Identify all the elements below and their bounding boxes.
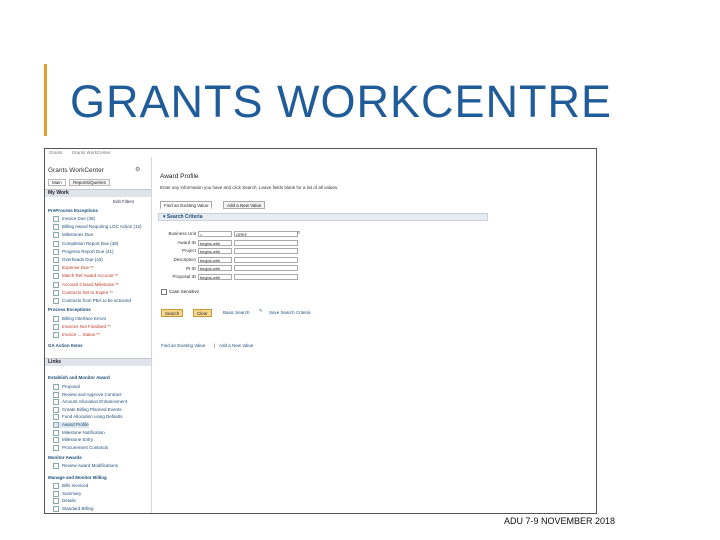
list-item[interactable] [53,498,76,504]
list-item-label: Invoice ... Status ** [62,332,101,338]
my-work-label: My Work [48,190,69,196]
field-label: Award ID [177,239,196,245]
link-separator: | [214,343,216,348]
list-item[interactable] [53,392,122,398]
link-icon [53,265,59,271]
list-item[interactable] [53,399,127,405]
tab-main[interactable]: Main [48,179,66,186]
search-criteria-label: Search Criteria [166,214,203,220]
link-icon [53,290,59,296]
list-item-label: Milestone Entry [62,437,94,443]
search-field-row [158,248,298,255]
search-criteria-header[interactable] [158,213,488,221]
list-item[interactable] [53,384,80,390]
list-item[interactable] [53,316,106,322]
case-sensitive-label: Case Sensitive [169,289,200,295]
list-item-label: Overheads Due (43) [62,257,103,263]
nav-tabs [48,179,112,186]
list-item-label: Proposal [62,384,80,390]
link-icon [53,430,59,436]
list-item[interactable] [53,332,100,338]
slide-title: GRANTS WORKCENTRE [70,76,613,127]
link-icon [53,224,59,230]
link-icon [53,407,59,413]
list-item-label: Review and Approve Contract [62,391,122,397]
nav-title: Grants WorkCenter [48,167,104,174]
field-label: PI ID [185,265,196,271]
breadcrumb-item[interactable]: Grants WorkCenter [71,150,111,155]
list-item-label: Bills Invoiced [62,483,89,489]
app-screenshot [44,148,597,514]
list-item-label: Progress Report Due (41) [62,248,114,254]
search-input[interactable] [234,240,298,246]
collapse-icon: ▾ [163,214,167,220]
list-item-label: Match Ref Award Account ** [62,273,119,279]
report-icon [53,324,59,330]
list-item-label: Summary [62,490,82,496]
list-item-label: Procurement Contracts [62,444,109,450]
establish-award-header[interactable]: Establish and Monitor Award [48,375,110,380]
tab-reports-queries[interactable]: Reports/Queries [69,179,110,186]
list-item[interactable] [53,282,119,288]
field-label: Business Unit [168,231,196,237]
report-icon [53,316,59,322]
search-input[interactable] [234,265,298,271]
list-item-label: Details [62,498,76,504]
search-button[interactable]: Search [161,309,183,317]
list-item[interactable] [53,290,113,296]
link-icon [53,232,59,238]
list-item-label: Contracts from PBA to be actioned [62,298,132,304]
list-item[interactable] [53,324,111,330]
search-field-row [158,274,298,281]
search-field-row [158,230,301,238]
checkbox-icon [161,289,167,295]
search-field-row [158,240,298,247]
link-icon [53,437,59,443]
list-item[interactable] [53,422,89,428]
add-new-link[interactable]: Add a New Value [219,343,254,348]
list-item-label: Expense Due ** [62,265,94,271]
list-item[interactable] [53,414,123,420]
field-label: Project [181,248,196,254]
link-icon [53,498,59,504]
tab-add-new[interactable]: Add a New Value [223,201,265,209]
list-item-label: Award Profile [62,422,89,428]
preprocess-exceptions-header[interactable]: PreProcess Exceptions [48,208,99,213]
operator-select[interactable]: begins with [198,257,232,263]
operator-select[interactable]: begins with [198,240,232,246]
list-item-label: Billing Interface Errors [62,316,107,322]
case-sensitive-checkbox[interactable] [161,289,199,295]
find-existing-link[interactable]: Find an Existing Value [161,343,206,348]
list-item-label: Fund Allocation using Defaults [62,414,123,420]
clear-button[interactable]: Clear [193,309,212,317]
workcenter-nav [45,157,152,513]
link-icon [53,384,59,390]
slide-footer: ADU 7-9 NOVEMBER 2018 [504,516,616,526]
list-item[interactable] [53,483,88,489]
list-item-label: Amount Allocation Enhancement [62,399,128,405]
breadcrumb [49,150,118,155]
list-item-label: Invoices Not Finalised ** [62,324,111,330]
link-icon [53,241,59,247]
operator-select[interactable]: = [198,231,232,237]
my-work-header[interactable] [45,189,151,197]
list-item[interactable] [53,407,122,413]
list-item[interactable] [53,298,131,304]
monitor-awards-header[interactable]: Monitor Awards [48,455,82,460]
gear-icon[interactable]: ⚙ [135,167,141,173]
list-item-label: Review Award Modifications [62,463,118,469]
page-description: Enter any information you have and click Search. Leave fields blank for a list of all values. [160,185,339,190]
link-icon [53,414,59,420]
link-icon [53,463,59,469]
list-item[interactable] [53,265,94,271]
breadcrumb-item[interactable]: Grants [49,150,63,155]
list-item[interactable] [53,224,141,230]
ga-action-items-header[interactable]: GA Action Items [48,343,83,348]
link-icon [53,506,59,512]
list-item[interactable] [53,241,118,247]
list-item-label: Create Billing Planned Events [62,406,122,412]
link-icon [53,282,59,288]
list-item-label: Milestones Due [62,232,94,238]
link-icon [53,422,59,428]
list-item[interactable] [53,491,81,497]
link-icon [53,249,59,255]
list-item[interactable] [53,273,118,279]
lookup-icon[interactable]: ⌕ [297,230,301,236]
links-label: Links [48,359,62,365]
operator-select[interactable]: begins with [198,248,232,254]
field-label: Proposal ID [172,274,196,280]
save-criteria-link[interactable]: Save Search Criteria [269,310,311,315]
list-item[interactable] [53,463,118,469]
save-criteria-icon[interactable]: ✎ [259,308,263,313]
page-title: Award Profile [160,173,199,180]
title-accent-bar [44,64,47,136]
edit-filters-link[interactable]: Edit Filters [113,199,135,204]
link-icon [53,216,59,222]
list-item-label: Billing Award Requiring LOC Action (12) [62,224,142,230]
list-item-label: Invoice Due (39) [62,216,96,222]
link-icon [53,445,59,451]
process-exceptions-header[interactable]: Process Exceptions [48,307,91,312]
link-icon [53,491,59,497]
list-item[interactable] [53,506,94,512]
operator-select[interactable]: begins with [198,274,232,280]
list-item[interactable] [53,445,108,451]
operator-select[interactable]: begins with [198,265,232,271]
search-input[interactable] [234,257,298,263]
list-item-label: Completion Report Due (48) [62,240,119,246]
list-item-label: Account Closed Milestone ** [62,281,119,287]
links-header[interactable] [45,358,151,366]
basic-search-link[interactable]: Basic Search [223,310,250,315]
report-icon [53,332,59,338]
list-item-label: Milestone Notification [62,429,105,435]
list-item[interactable] [53,232,93,238]
search-input[interactable] [234,274,298,280]
list-item[interactable] [53,249,114,255]
search-field-row [158,265,298,272]
search-input[interactable]: GREF [234,231,298,237]
link-icon [53,273,59,279]
billing-header[interactable]: Manage and Monitor Billing [48,475,107,480]
field-label: Description [173,256,196,262]
link-icon [53,399,59,405]
list-item[interactable] [53,216,95,222]
list-item[interactable] [53,437,93,443]
link-icon [53,257,59,263]
link-icon [53,298,59,304]
link-icon [53,392,59,398]
search-field-row [158,257,298,264]
list-item-label: Contracts Set to Expire ** [62,289,114,295]
list-item[interactable] [53,430,105,436]
list-item[interactable] [53,257,103,263]
tab-find-existing[interactable]: Find an Existing Value [160,201,212,209]
search-input[interactable] [234,248,298,254]
link-icon [53,483,59,489]
list-item-label: Standard Billing [62,505,94,511]
